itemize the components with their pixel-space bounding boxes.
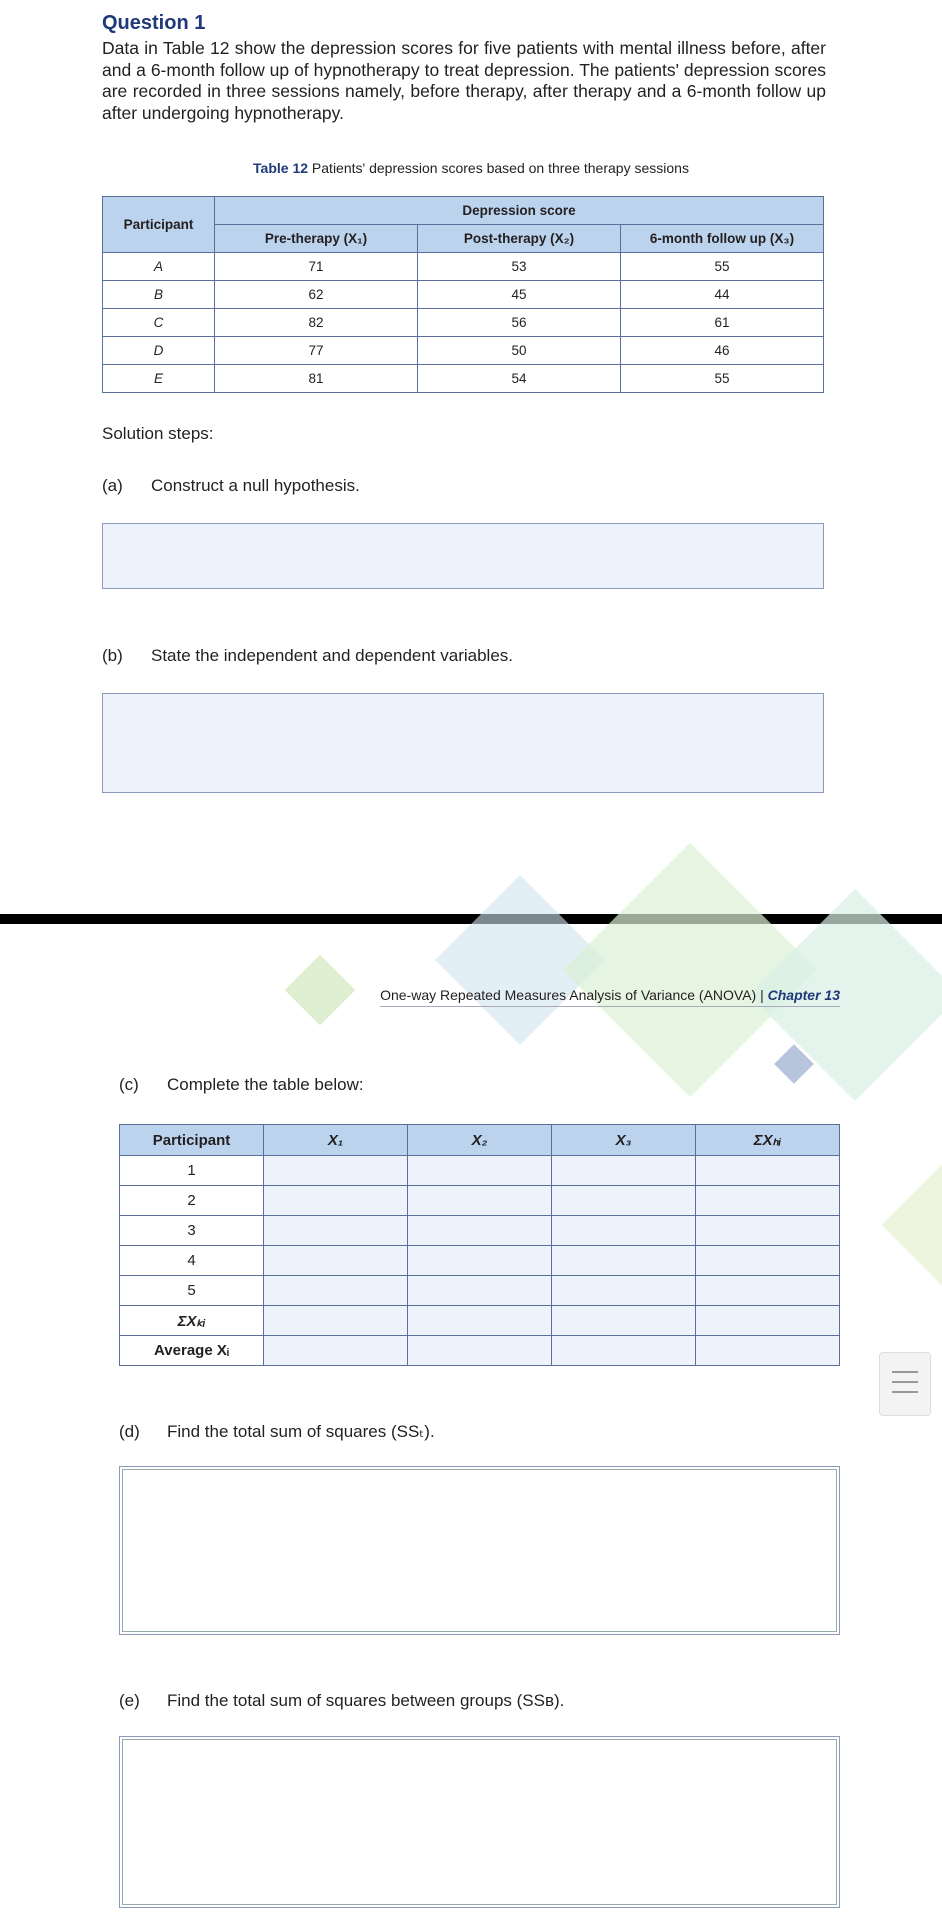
header-sum-xbi: [696, 1125, 840, 1156]
header-follow-up: 6-month follow up (X₃): [621, 225, 824, 253]
input-cell[interactable]: [408, 1336, 552, 1366]
input-cell[interactable]: [696, 1186, 840, 1216]
header-depression-score: Depression score: [215, 197, 824, 225]
answer-box-e[interactable]: [119, 1736, 840, 1908]
cell: 55: [621, 365, 824, 393]
answer-box-d[interactable]: [119, 1466, 840, 1635]
header-chapter: Chapter 13: [767, 987, 840, 1003]
table-row: [120, 1216, 840, 1246]
row-label: Average Xᵢ: [120, 1336, 264, 1366]
row-label: 3: [120, 1216, 264, 1246]
part-a-text: Construct a null hypothesis.: [151, 476, 360, 495]
caption-label: Table 12: [253, 160, 309, 176]
table-row: [103, 337, 824, 365]
solution-steps-label: Solution steps:: [102, 424, 214, 443]
cell: 50: [418, 337, 621, 365]
row-label: 2: [120, 1186, 264, 1216]
part-d-text: Find the total sum of squares (SSₜ).: [167, 1422, 435, 1441]
cell: 61: [621, 309, 824, 337]
part-c-text: Complete the table below:: [167, 1075, 364, 1094]
header-participant: Participant: [103, 197, 215, 253]
cell: E: [103, 365, 215, 393]
header-title: One-way Repeated Measures Analysis of Variance (ANOVA): [380, 987, 757, 1003]
table-row: [120, 1156, 840, 1186]
input-cell[interactable]: [264, 1216, 408, 1246]
scroll-handle[interactable]: [879, 1352, 931, 1416]
input-cell[interactable]: [552, 1156, 696, 1186]
header-x3-text: X₃: [615, 1131, 632, 1149]
table-row: [103, 365, 824, 393]
input-cell[interactable]: [408, 1216, 552, 1246]
cell: 55: [621, 253, 824, 281]
input-cell[interactable]: [264, 1336, 408, 1366]
cell: 46: [621, 337, 824, 365]
part-b-text: State the independent and dependent variables.: [151, 646, 514, 665]
cell: D: [103, 337, 215, 365]
cell: 53: [418, 253, 621, 281]
answer-box-a[interactable]: [102, 523, 824, 589]
input-cell[interactable]: [696, 1156, 840, 1186]
table-row: [103, 281, 824, 309]
table-row: [120, 1276, 840, 1306]
input-cell[interactable]: [552, 1186, 696, 1216]
header-sum-text: ΣXₕᵢ: [753, 1132, 782, 1149]
header-x1-text: X₁: [327, 1131, 344, 1149]
input-cell[interactable]: [696, 1306, 840, 1336]
input-cell[interactable]: [696, 1276, 840, 1306]
input-cell[interactable]: [696, 1216, 840, 1246]
cell: 54: [418, 365, 621, 393]
input-cell[interactable]: [552, 1306, 696, 1336]
anova-work-table: [119, 1124, 840, 1366]
table-row: [120, 1186, 840, 1216]
input-cell[interactable]: [264, 1246, 408, 1276]
cell: 82: [215, 309, 418, 337]
input-cell[interactable]: [696, 1246, 840, 1276]
header-x2: [408, 1125, 552, 1156]
input-cell[interactable]: [264, 1306, 408, 1336]
table-row: [120, 1306, 840, 1336]
input-cell[interactable]: [264, 1156, 408, 1186]
cell: 44: [621, 281, 824, 309]
input-cell[interactable]: [552, 1336, 696, 1366]
cell: A: [103, 253, 215, 281]
input-cell[interactable]: [408, 1276, 552, 1306]
question-text: Data in Table 12 show the depression scores for five patients with mental illness before, after and a 6-month follow up of hypnotherapy to treat depression. The patients' depression scores are recorded in three sessions namely, before therapy, after therapy and a 6-month follow up after undergoing hypnotherapy.: [102, 38, 826, 123]
table-row: [103, 253, 824, 281]
cell: 77: [215, 337, 418, 365]
header-post-therapy: Post-therapy (X₂): [418, 225, 621, 253]
cell: 81: [215, 365, 418, 393]
part-d-label: (d): [119, 1422, 140, 1441]
input-cell[interactable]: [264, 1276, 408, 1306]
caption-text: Patients' depression scores based on three therapy sessions: [308, 160, 689, 176]
part-c-label: (c): [119, 1075, 139, 1094]
answer-box-b[interactable]: [102, 693, 824, 793]
header-participant: Participant: [120, 1125, 264, 1156]
cell: C: [103, 309, 215, 337]
header-x2-text: X₂: [471, 1131, 488, 1149]
table-row: [120, 1336, 840, 1366]
header-pre-therapy: Pre-therapy (X₁): [215, 225, 418, 253]
row-label: 1: [120, 1156, 264, 1186]
cell: 71: [215, 253, 418, 281]
cell: B: [103, 281, 215, 309]
input-cell[interactable]: [408, 1306, 552, 1336]
input-cell[interactable]: [552, 1216, 696, 1246]
depression-scores-table: [102, 196, 824, 393]
input-cell[interactable]: [264, 1186, 408, 1216]
row-label: 4: [120, 1246, 264, 1276]
cell: 62: [215, 281, 418, 309]
input-cell[interactable]: [408, 1246, 552, 1276]
input-cell[interactable]: [552, 1276, 696, 1306]
part-e-label: (e): [119, 1691, 140, 1710]
header-separator: |: [760, 987, 764, 1003]
question-title: Question 1: [102, 12, 206, 34]
row-label: 5: [120, 1276, 264, 1306]
cell: 45: [418, 281, 621, 309]
table-caption: [0, 160, 942, 176]
table-row: [103, 309, 824, 337]
input-cell[interactable]: [408, 1156, 552, 1186]
part-e-text: Find the total sum of squares between groups (SSʙ).: [167, 1691, 565, 1710]
cell: 56: [418, 309, 621, 337]
part-a-label: (a): [102, 476, 123, 495]
page-header: [380, 987, 840, 1007]
part-b-label: (b): [102, 646, 123, 665]
table-row: [120, 1246, 840, 1276]
header-x1: [264, 1125, 408, 1156]
input-cell[interactable]: [696, 1336, 840, 1366]
row-label: ΣXₖᵢ: [120, 1306, 264, 1336]
header-x3: [552, 1125, 696, 1156]
input-cell[interactable]: [552, 1246, 696, 1276]
input-cell[interactable]: [408, 1186, 552, 1216]
